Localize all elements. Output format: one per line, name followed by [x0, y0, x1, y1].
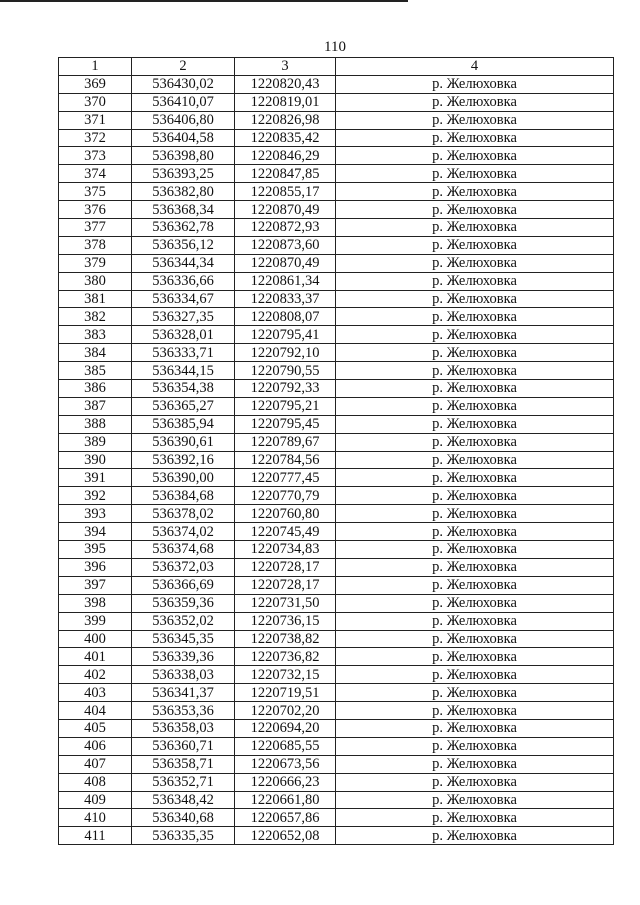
- table-row: [59, 326, 614, 344]
- x-coordinate-cell: 536384,68: [132, 487, 235, 505]
- point-number-cell: 397: [59, 576, 132, 594]
- x-coordinate-cell: 536344,34: [132, 254, 235, 272]
- x-coordinate-cell: 536393,25: [132, 165, 235, 183]
- top-rule: [0, 0, 408, 2]
- column-header-4: 4: [336, 58, 614, 76]
- table-row: [59, 201, 614, 219]
- point-number-cell: 394: [59, 523, 132, 541]
- x-coordinate-cell: 536374,68: [132, 541, 235, 559]
- y-coordinate-cell: 1220770,79: [235, 487, 336, 505]
- y-coordinate-cell: 1220792,33: [235, 380, 336, 398]
- y-coordinate-cell: 1220789,67: [235, 433, 336, 451]
- object-name-cell: р. Желюховка: [336, 648, 614, 666]
- y-coordinate-cell: 1220666,23: [235, 773, 336, 791]
- point-number-cell: 389: [59, 433, 132, 451]
- table-row: [59, 773, 614, 791]
- table-row: [59, 594, 614, 612]
- x-coordinate-cell: 536362,78: [132, 219, 235, 237]
- point-number-cell: 391: [59, 469, 132, 487]
- x-coordinate-cell: 536336,66: [132, 272, 235, 290]
- x-coordinate-cell: 536404,58: [132, 129, 235, 147]
- y-coordinate-cell: 1220760,80: [235, 505, 336, 523]
- y-coordinate-cell: 1220808,07: [235, 308, 336, 326]
- table-row: [59, 254, 614, 272]
- object-name-cell: р. Желюховка: [336, 201, 614, 219]
- point-number-cell: 399: [59, 612, 132, 630]
- table-row: [59, 791, 614, 809]
- y-coordinate-cell: 1220833,37: [235, 290, 336, 308]
- point-number-cell: 388: [59, 415, 132, 433]
- point-number-cell: 402: [59, 666, 132, 684]
- table-row: [59, 487, 614, 505]
- column-header-2: 2: [132, 58, 235, 76]
- table-row: [59, 290, 614, 308]
- point-number-cell: 396: [59, 558, 132, 576]
- x-coordinate-cell: 536352,02: [132, 612, 235, 630]
- table-row: [59, 147, 614, 165]
- point-number-cell: 390: [59, 451, 132, 469]
- object-name-cell: р. Желюховка: [336, 308, 614, 326]
- object-name-cell: р. Желюховка: [336, 290, 614, 308]
- object-name-cell: р. Желюховка: [336, 254, 614, 272]
- y-coordinate-cell: 1220820,43: [235, 75, 336, 93]
- y-coordinate-cell: 1220728,17: [235, 558, 336, 576]
- x-coordinate-cell: 536341,37: [132, 684, 235, 702]
- table-row: [59, 684, 614, 702]
- point-number-cell: 392: [59, 487, 132, 505]
- object-name-cell: р. Желюховка: [336, 236, 614, 254]
- point-number-cell: 374: [59, 165, 132, 183]
- y-coordinate-cell: 1220694,20: [235, 719, 336, 737]
- x-coordinate-cell: 536339,36: [132, 648, 235, 666]
- point-number-cell: 395: [59, 541, 132, 559]
- x-coordinate-cell: 536344,15: [132, 362, 235, 380]
- y-coordinate-cell: 1220873,60: [235, 236, 336, 254]
- table-row: [59, 380, 614, 398]
- object-name-cell: р. Желюховка: [336, 111, 614, 129]
- table-row: [59, 523, 614, 541]
- object-name-cell: р. Желюховка: [336, 541, 614, 559]
- table-row: [59, 702, 614, 720]
- table-body: [59, 75, 614, 844]
- object-name-cell: р. Желюховка: [336, 272, 614, 290]
- table-row: [59, 719, 614, 737]
- y-coordinate-cell: 1220731,50: [235, 594, 336, 612]
- y-coordinate-cell: 1220870,49: [235, 201, 336, 219]
- point-number-cell: 381: [59, 290, 132, 308]
- x-coordinate-cell: 536406,80: [132, 111, 235, 129]
- y-coordinate-cell: 1220790,55: [235, 362, 336, 380]
- x-coordinate-cell: 536430,02: [132, 75, 235, 93]
- table-row: [59, 362, 614, 380]
- table-row: [59, 666, 614, 684]
- object-name-cell: р. Желюховка: [336, 451, 614, 469]
- x-coordinate-cell: 536345,35: [132, 630, 235, 648]
- x-coordinate-cell: 536335,35: [132, 827, 235, 845]
- x-coordinate-cell: 536327,35: [132, 308, 235, 326]
- y-coordinate-cell: 1220657,86: [235, 809, 336, 827]
- table-row: [59, 451, 614, 469]
- x-coordinate-cell: 536359,36: [132, 594, 235, 612]
- x-coordinate-cell: 536353,36: [132, 702, 235, 720]
- point-number-cell: 401: [59, 648, 132, 666]
- y-coordinate-cell: 1220795,21: [235, 397, 336, 415]
- point-number-cell: 400: [59, 630, 132, 648]
- object-name-cell: р. Желюховка: [336, 344, 614, 362]
- point-number-cell: 393: [59, 505, 132, 523]
- x-coordinate-cell: 536398,80: [132, 147, 235, 165]
- object-name-cell: р. Желюховка: [336, 755, 614, 773]
- table-row: [59, 415, 614, 433]
- x-coordinate-cell: 536410,07: [132, 93, 235, 111]
- point-number-cell: 411: [59, 827, 132, 845]
- coordinates-table: [58, 57, 614, 845]
- object-name-cell: р. Желюховка: [336, 380, 614, 398]
- object-name-cell: р. Желюховка: [336, 219, 614, 237]
- y-coordinate-cell: 1220719,51: [235, 684, 336, 702]
- table-row: [59, 93, 614, 111]
- object-name-cell: р. Желюховка: [336, 684, 614, 702]
- table-row: [59, 737, 614, 755]
- y-coordinate-cell: 1220661,80: [235, 791, 336, 809]
- table-row: [59, 397, 614, 415]
- point-number-cell: 375: [59, 183, 132, 201]
- point-number-cell: 410: [59, 809, 132, 827]
- table-row: [59, 129, 614, 147]
- table-row: [59, 648, 614, 666]
- point-number-cell: 398: [59, 594, 132, 612]
- x-coordinate-cell: 536356,12: [132, 236, 235, 254]
- table-row: [59, 469, 614, 487]
- object-name-cell: р. Желюховка: [336, 719, 614, 737]
- point-number-cell: 369: [59, 75, 132, 93]
- object-name-cell: р. Желюховка: [336, 702, 614, 720]
- object-name-cell: р. Желюховка: [336, 523, 614, 541]
- y-coordinate-cell: 1220702,20: [235, 702, 336, 720]
- x-coordinate-cell: 536378,02: [132, 505, 235, 523]
- x-coordinate-cell: 536334,67: [132, 290, 235, 308]
- point-number-cell: 403: [59, 684, 132, 702]
- point-number-cell: 371: [59, 111, 132, 129]
- object-name-cell: р. Желюховка: [336, 415, 614, 433]
- x-coordinate-cell: 536392,16: [132, 451, 235, 469]
- object-name-cell: р. Желюховка: [336, 433, 614, 451]
- x-coordinate-cell: 536372,03: [132, 558, 235, 576]
- point-number-cell: 405: [59, 719, 132, 737]
- table-row: [59, 612, 614, 630]
- table-row: [59, 165, 614, 183]
- x-coordinate-cell: 536358,03: [132, 719, 235, 737]
- object-name-cell: р. Желюховка: [336, 487, 614, 505]
- table-row: [59, 236, 614, 254]
- y-coordinate-cell: 1220872,93: [235, 219, 336, 237]
- y-coordinate-cell: 1220673,56: [235, 755, 336, 773]
- y-coordinate-cell: 1220652,08: [235, 827, 336, 845]
- y-coordinate-cell: 1220861,34: [235, 272, 336, 290]
- object-name-cell: р. Желюховка: [336, 791, 614, 809]
- object-name-cell: р. Желюховка: [336, 165, 614, 183]
- table-row: [59, 541, 614, 559]
- point-number-cell: 408: [59, 773, 132, 791]
- object-name-cell: р. Желюховка: [336, 505, 614, 523]
- object-name-cell: р. Желюховка: [336, 183, 614, 201]
- point-number-cell: 383: [59, 326, 132, 344]
- y-coordinate-cell: 1220734,83: [235, 541, 336, 559]
- point-number-cell: 384: [59, 344, 132, 362]
- y-coordinate-cell: 1220846,29: [235, 147, 336, 165]
- y-coordinate-cell: 1220784,56: [235, 451, 336, 469]
- table-row: [59, 505, 614, 523]
- table-row: [59, 827, 614, 845]
- object-name-cell: р. Желюховка: [336, 773, 614, 791]
- x-coordinate-cell: 536352,71: [132, 773, 235, 791]
- x-coordinate-cell: 536338,03: [132, 666, 235, 684]
- y-coordinate-cell: 1220870,49: [235, 254, 336, 272]
- table-header-row: [59, 58, 614, 76]
- x-coordinate-cell: 536333,71: [132, 344, 235, 362]
- x-coordinate-cell: 536340,68: [132, 809, 235, 827]
- object-name-cell: р. Желюховка: [336, 630, 614, 648]
- point-number-cell: 406: [59, 737, 132, 755]
- point-number-cell: 373: [59, 147, 132, 165]
- x-coordinate-cell: 536348,42: [132, 791, 235, 809]
- point-number-cell: 377: [59, 219, 132, 237]
- point-number-cell: 386: [59, 380, 132, 398]
- object-name-cell: р. Желюховка: [336, 469, 614, 487]
- object-name-cell: р. Желюховка: [336, 362, 614, 380]
- table-row: [59, 344, 614, 362]
- x-coordinate-cell: 536382,80: [132, 183, 235, 201]
- x-coordinate-cell: 536328,01: [132, 326, 235, 344]
- y-coordinate-cell: 1220792,10: [235, 344, 336, 362]
- point-number-cell: 378: [59, 236, 132, 254]
- table-row: [59, 558, 614, 576]
- object-name-cell: р. Желюховка: [336, 397, 614, 415]
- column-header-1: 1: [59, 58, 132, 76]
- y-coordinate-cell: 1220847,85: [235, 165, 336, 183]
- object-name-cell: р. Желюховка: [336, 737, 614, 755]
- y-coordinate-cell: 1220728,17: [235, 576, 336, 594]
- point-number-cell: 404: [59, 702, 132, 720]
- object-name-cell: р. Желюховка: [336, 594, 614, 612]
- table-row: [59, 219, 614, 237]
- table-row: [59, 308, 614, 326]
- table-row: [59, 809, 614, 827]
- object-name-cell: р. Желюховка: [336, 558, 614, 576]
- y-coordinate-cell: 1220835,42: [235, 129, 336, 147]
- table-row: [59, 75, 614, 93]
- x-coordinate-cell: 536390,00: [132, 469, 235, 487]
- x-coordinate-cell: 536368,34: [132, 201, 235, 219]
- y-coordinate-cell: 1220777,45: [235, 469, 336, 487]
- point-number-cell: 385: [59, 362, 132, 380]
- table-row: [59, 576, 614, 594]
- object-name-cell: р. Желюховка: [336, 326, 614, 344]
- x-coordinate-cell: 536374,02: [132, 523, 235, 541]
- table-row: [59, 111, 614, 129]
- object-name-cell: р. Желюховка: [336, 147, 614, 165]
- y-coordinate-cell: 1220795,41: [235, 326, 336, 344]
- object-name-cell: р. Желюховка: [336, 93, 614, 111]
- x-coordinate-cell: 536358,71: [132, 755, 235, 773]
- y-coordinate-cell: 1220732,15: [235, 666, 336, 684]
- point-number-cell: 379: [59, 254, 132, 272]
- y-coordinate-cell: 1220855,17: [235, 183, 336, 201]
- point-number-cell: 387: [59, 397, 132, 415]
- table-row: [59, 755, 614, 773]
- table-row: [59, 272, 614, 290]
- point-number-cell: 370: [59, 93, 132, 111]
- object-name-cell: р. Желюховка: [336, 75, 614, 93]
- y-coordinate-cell: 1220685,55: [235, 737, 336, 755]
- object-name-cell: р. Желюховка: [336, 809, 614, 827]
- x-coordinate-cell: 536385,94: [132, 415, 235, 433]
- point-number-cell: 407: [59, 755, 132, 773]
- object-name-cell: р. Желюховка: [336, 827, 614, 845]
- y-coordinate-cell: 1220738,82: [235, 630, 336, 648]
- object-name-cell: р. Желюховка: [336, 129, 614, 147]
- object-name-cell: р. Желюховка: [336, 612, 614, 630]
- point-number-cell: 376: [59, 201, 132, 219]
- point-number-cell: 372: [59, 129, 132, 147]
- object-name-cell: р. Желюховка: [336, 576, 614, 594]
- y-coordinate-cell: 1220819,01: [235, 93, 336, 111]
- x-coordinate-cell: 536365,27: [132, 397, 235, 415]
- table-row: [59, 630, 614, 648]
- y-coordinate-cell: 1220736,15: [235, 612, 336, 630]
- x-coordinate-cell: 536366,69: [132, 576, 235, 594]
- object-name-cell: р. Желюховка: [336, 666, 614, 684]
- point-number-cell: 409: [59, 791, 132, 809]
- y-coordinate-cell: 1220736,82: [235, 648, 336, 666]
- x-coordinate-cell: 536390,61: [132, 433, 235, 451]
- y-coordinate-cell: 1220826,98: [235, 111, 336, 129]
- x-coordinate-cell: 536354,38: [132, 380, 235, 398]
- column-header-3: 3: [235, 58, 336, 76]
- point-number-cell: 382: [59, 308, 132, 326]
- y-coordinate-cell: 1220795,45: [235, 415, 336, 433]
- point-number-cell: 380: [59, 272, 132, 290]
- x-coordinate-cell: 536360,71: [132, 737, 235, 755]
- table-row: [59, 433, 614, 451]
- table-row: [59, 183, 614, 201]
- y-coordinate-cell: 1220745,49: [235, 523, 336, 541]
- page-number: 110: [324, 39, 346, 55]
